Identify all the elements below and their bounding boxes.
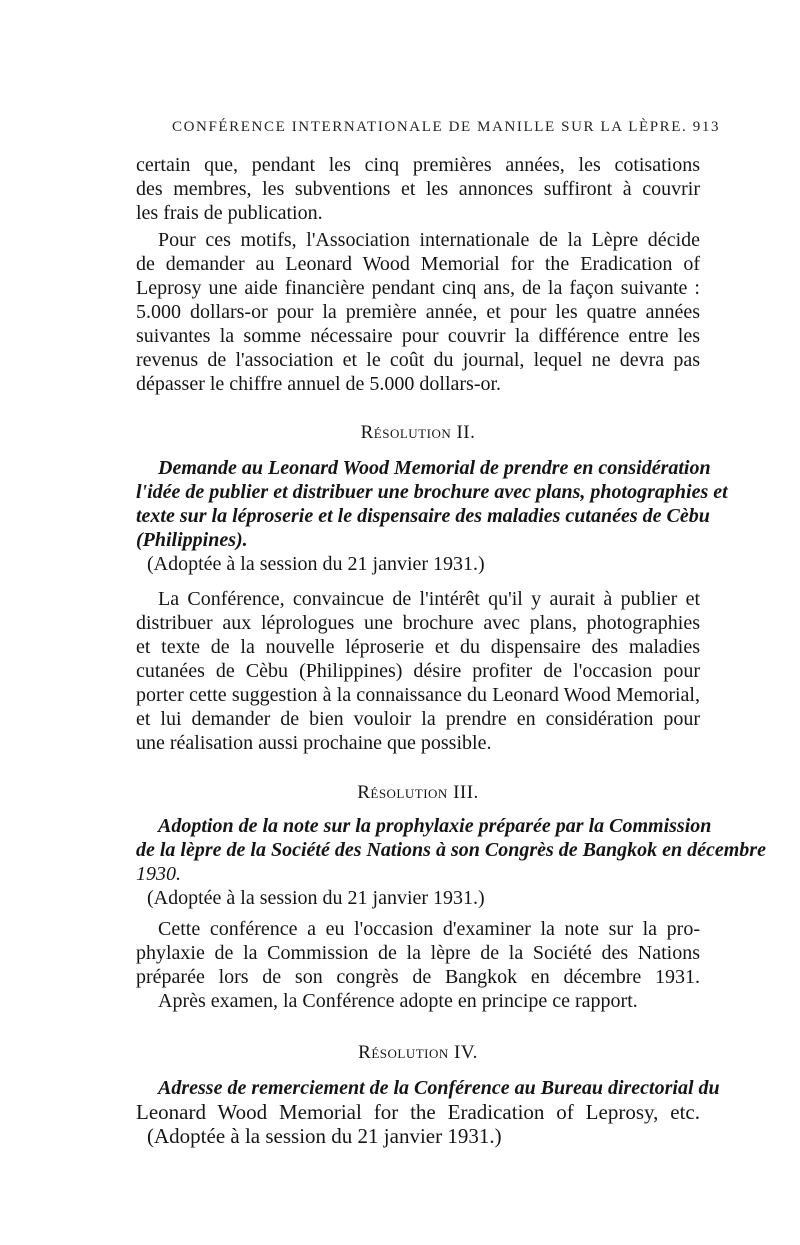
text-line: Cette conférence a eu l'occasion d'examiner la note sur la pro- [158,918,700,940]
text-line: des membres, les subventions et les annonces suffiront à couvrir [136,178,700,200]
resolution-title [136,814,766,910]
adoption-note: (Adoptée à la session du 21 janvier 1931.) [147,553,485,575]
text-line: revenus de l'association et le coût du journal, lequel ne devra pas [136,349,700,371]
resolution-number: III. [453,782,479,803]
resolution-number: II. [456,422,476,443]
text-line: Leprosy une aide financière pendant cinq ans, de la façon suivante : [136,277,700,299]
text-line: de demander au Leonard Wood Memorial for the Eradication of [136,253,700,275]
text-line: Demande au Leonard Wood Memorial de prendre en considération [158,457,711,479]
text-line: suivantes la somme nécessaire pour couvrir la différence entre les [136,325,700,347]
paragraph-continuation [136,153,700,225]
text-line: Pour ces motifs, l'Association internationale de la Lèpre décide [158,229,700,251]
text-line: les frais de publication. [136,202,323,224]
text-line: préparée lors de son congrès de Bangkok en décembre 1931. [136,966,700,988]
text-line: certain que, pendant les cinq premières années, les cotisations [136,154,700,176]
text-line: Après examen, la Conférence adopte en principe ce rapport. [158,990,638,1012]
text-line: texte sur la léproserie et le dispensaire des maladies cutanées de Cèbu [136,505,710,527]
text-line: porter cette suggestion à la connaissance du Leonard Wood Memorial, [136,684,700,706]
text-line: de la lèpre de la Société des Nations à son Congrès de Bangkok en décembre [136,839,766,861]
text-line: distribuer aux léprologues une brochure avec plans, photographies [136,612,700,634]
resolution-heading-word: Résolution [357,782,448,803]
paragraph-motifs [136,228,700,396]
text-line: 5.000 dollars-or pour la première année, et pour les quatre années [136,301,700,323]
text-line: La Conférence, convaincue de l'intérêt qu'il y aurait à publier et [158,588,700,610]
text-line: dépasser le chiffre annuel de 5.000 dollars-or. [136,373,502,395]
text-line: phylaxie de la Commission de la lèpre de la Société des Nations [136,942,700,964]
text-line: Adoption de la note sur la prophylaxie préparée par la Commission [158,815,712,837]
adoption-note: (Adoptée à la session du 21 janvier 1931.) [147,887,485,909]
resolution-heading-word: Résolution [358,1042,449,1063]
adoption-note: (Adoptée à la session du 21 janvier 1931.) [147,1124,502,1148]
text-line: Adresse de remerciement de la Conférence au Bureau directorial du [158,1077,720,1099]
text-line: et texte de la nouvelle léproserie et du dispensaire des maladies [136,636,700,658]
text-line: Leonard Wood Memorial for the Eradication of Leprosy, etc. [136,1100,700,1124]
resolution-body [136,917,700,1013]
resolution-heading-word: Résolution [360,422,452,443]
resolution-body [136,587,700,755]
text-line: cutanées de Cèbu (Philippines) désire profiter de l'occasion pour [136,660,700,682]
resolution-title [136,1076,720,1148]
text-line: (Philippines). [136,529,248,551]
text-line: 1930. [136,863,181,885]
resolution-heading [136,422,700,444]
resolution-heading [136,1042,700,1064]
running-head: CONFÉRENCE INTERNATIONALE DE MANILLE SUR LA LÈPRE. 913 [172,119,721,135]
resolution-number: IV. [454,1042,478,1063]
resolution-title [136,456,728,576]
resolution-heading [136,782,700,804]
text-line: l'idée de publier et distribuer une brochure avec plans, photographies et [136,481,728,503]
text-line: une réalisation aussi prochaine que possible. [136,732,492,754]
text-line: et lui demander de bien vouloir la prendre en considération pour [136,708,700,730]
